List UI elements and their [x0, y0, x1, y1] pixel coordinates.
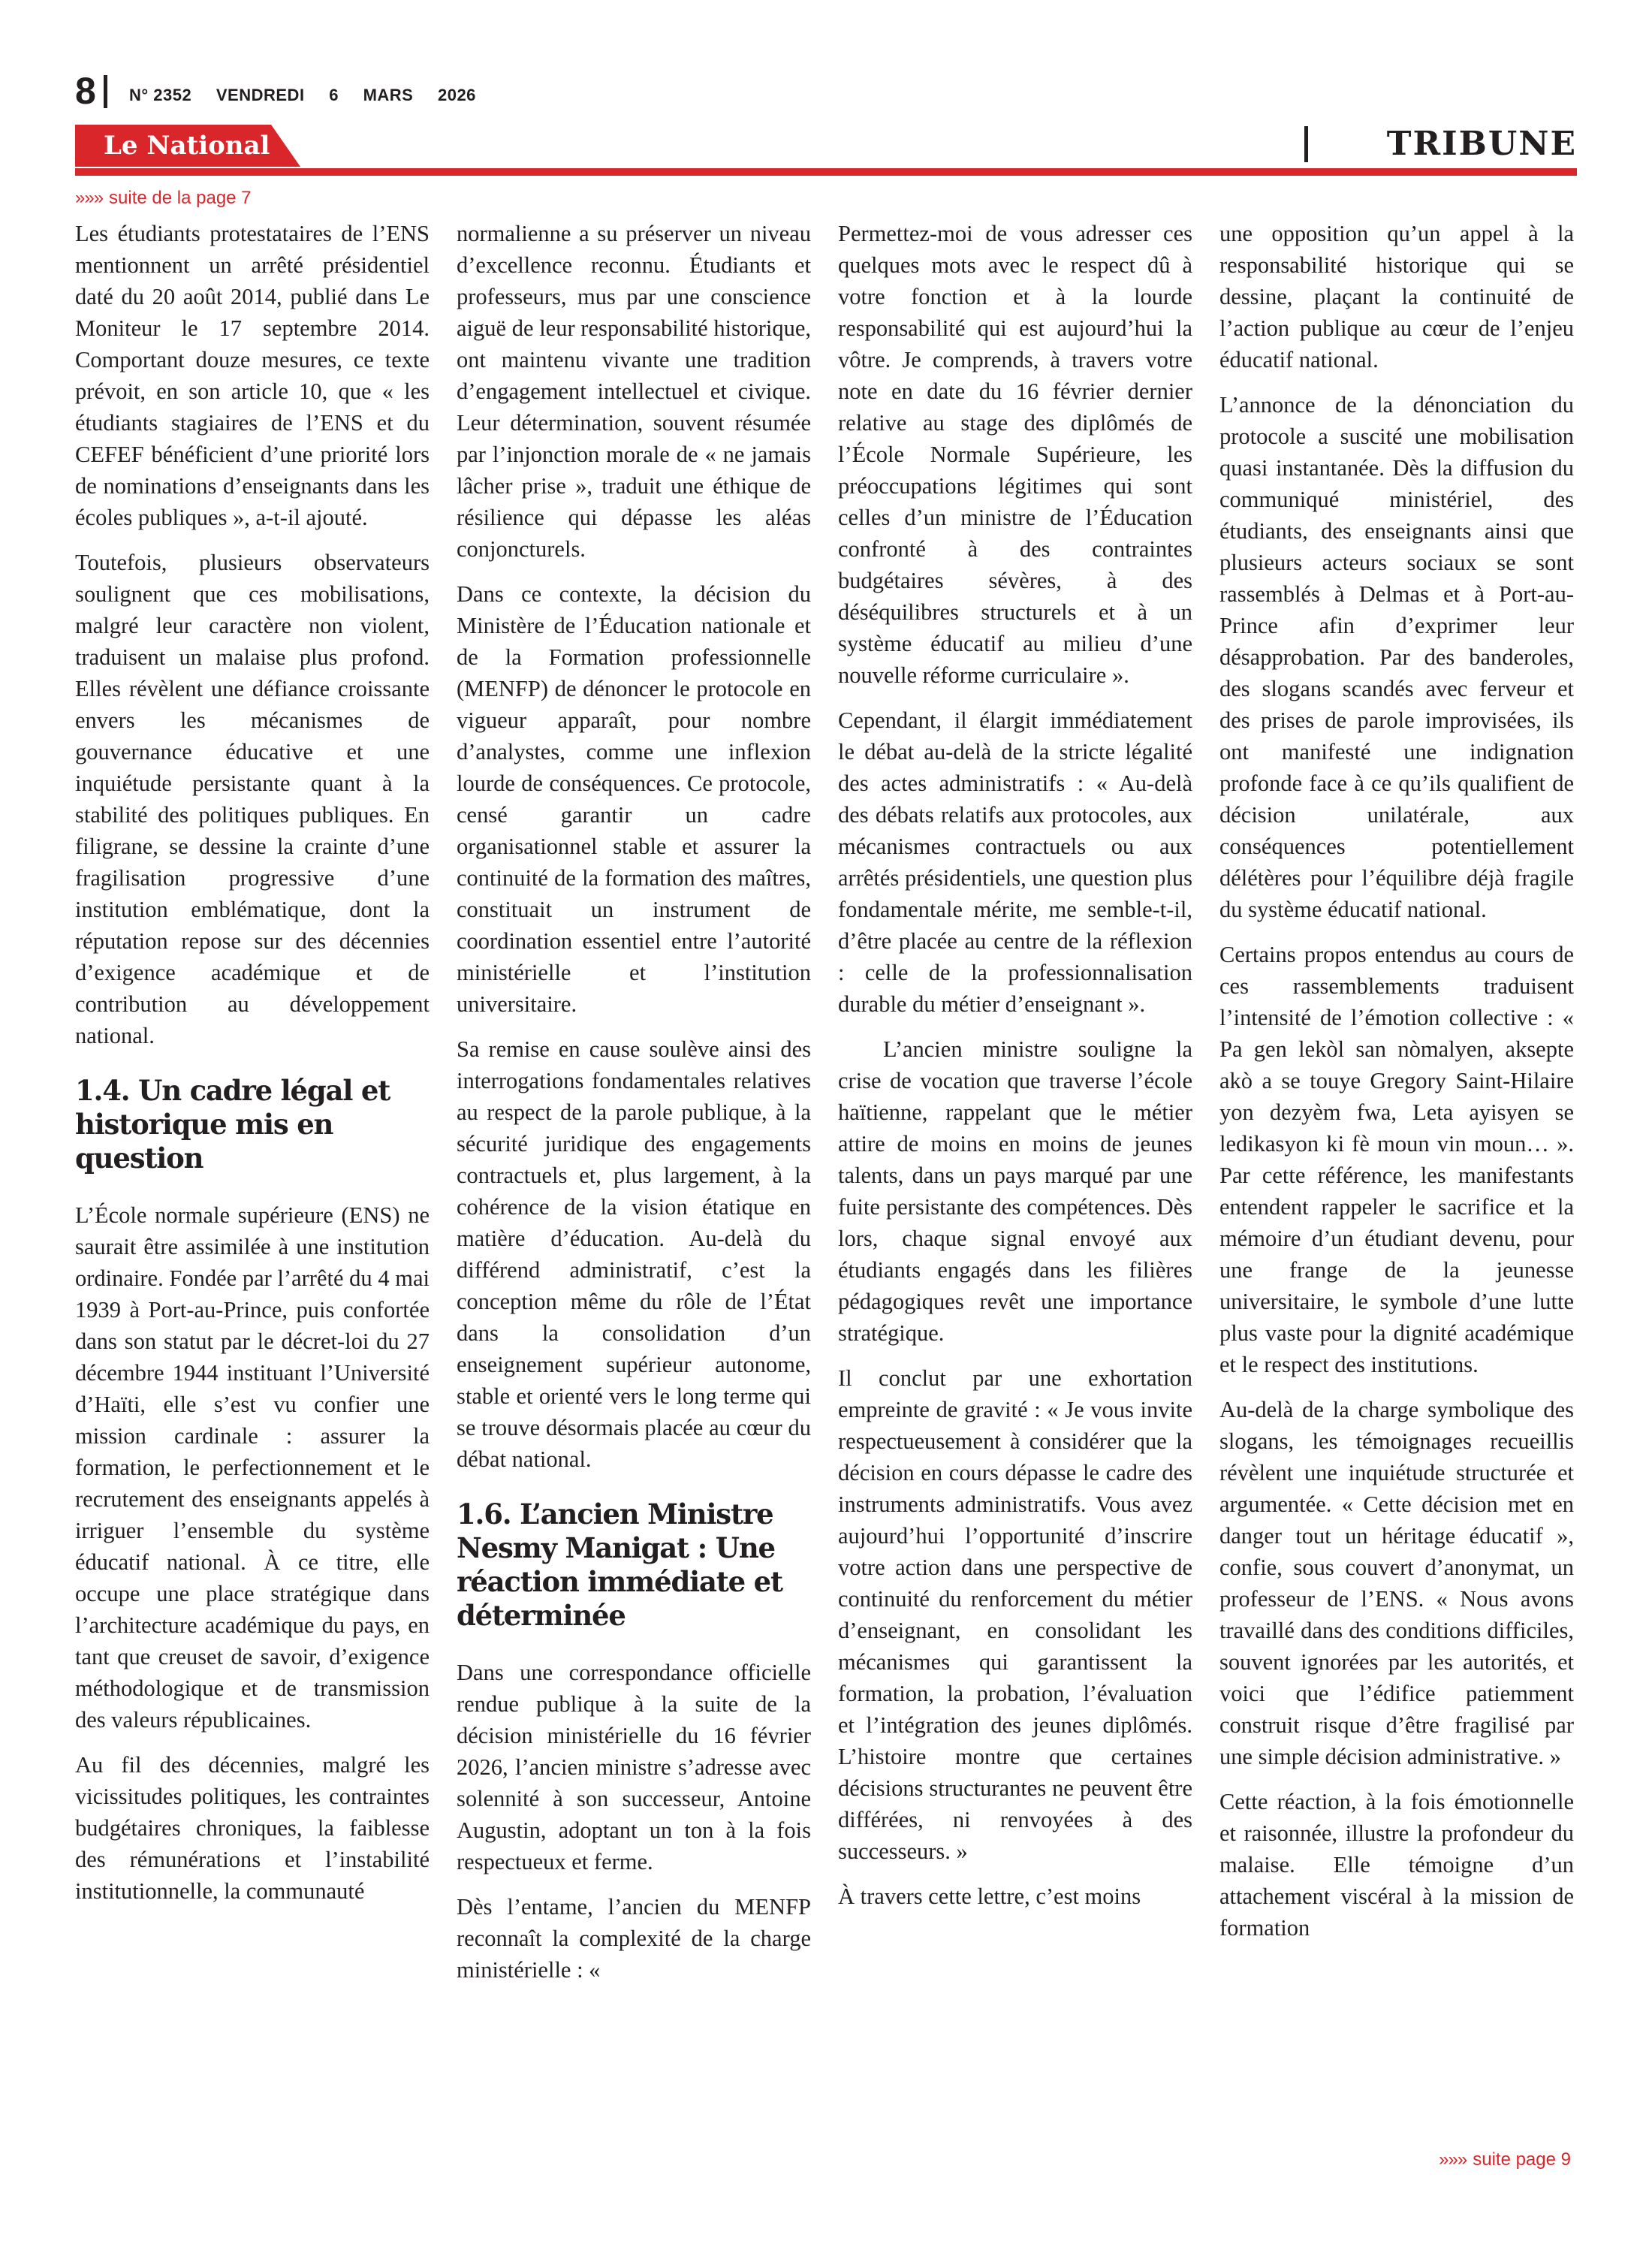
- masthead-band: [75, 125, 1577, 177]
- paragraph: Les étudiants protestataires de l’ENS mentionnent un arrêté présidentiel daté du 20 août 2014, publié dans Le Moniteur le 17 septembre 2014. Comportant douze mesures, ce texte prévoit, en son article 10, que « les étudiants stagiaires de l’ENS et du CEFEF bénéficient d’une priorité lors de nominations d’enseignants dans les écoles publiques », a-t-il ajouté.: [75, 221, 430, 530]
- paragraph: Au fil des décennies, malgré les vicissitudes politiques, les contraintes budgétaires chroniques, la faiblesse des rémunérations et l’instabilité institutionnelle, la communauté: [75, 1752, 430, 1904]
- continued-from-text: suite de la page 7: [109, 188, 252, 208]
- section-heading: 1.4. Un cadre légal et historique mis en question: [75, 1074, 390, 1175]
- paragraph: Dans une correspondance officielle rendue publique à la suite de la décision ministérielle du 16 février 2026, l’ancien ministre s’adresse avec solennité à son successeur, Antoine Augustin, adoptant un ton à la fois respectueux et ferme.: [457, 1660, 811, 1874]
- continued-arrow-icon: »»»: [1439, 2149, 1467, 2170]
- paragraph: L’annonce de la dénonciation du protocole a suscité une mobilisation quasi instantanée. Dès la diffusion du communiqué ministériel, des étudiants, des enseignants ainsi que plusieurs acteurs sociaux se sont rassemblés à Delmas et à Port-au-Prince afin d’exprimer leur désapprobation. Par des banderoles, des slogans scandés avec ferveur et des prises de parole improvisées, ils ont manifesté une indignation profonde face à ce qu’ils qualifient de décision unilatérale, aux conséquences potentiellement délétères pour l’équilibre déjà fragile du système éducatif national.: [1219, 392, 1574, 922]
- paragraph: Permettez-moi de vous adresser ces quelques mots avec le respect dû à votre fonction et à la lourde responsabilité qui est aujourd’hui la vôtre. Je comprends, à travers votre note en date du 16 février dernier relative au stage des diplômés de l’École Normale Supérieure, les préoccupations légitimes qui sont celles d’un ministre de l’Éducation confronté à des contraintes budgétaires sévères, à des déséquilibres structurels et à un système éducatif au milieu d’une nouvelle réforme curriculaire ».: [838, 221, 1192, 688]
- paragraph: Toutefois, plusieurs observateurs soulignent que ces mobilisations, malgré leur caractère non violent, traduisent un malaise plus profond. Elles révèlent une défiance croissante envers les mécanismes de gouvernance éducative et une inquiétude persistante quant à la stabilité des politiques publiques. En filigrane, se dessine la crainte d’une fragilisation progressive d’une institution emblématique, dont la réputation repose sur des décennies d’exigence académique et de contribution au développement national.: [75, 550, 430, 1048]
- paragraph: À travers cette lettre, c’est moins: [838, 1884, 1141, 1909]
- page-number: 8: [75, 70, 96, 112]
- paragraph: Sa remise en cause soulève ainsi des interrogations fondamentales relatives au respect de la parole publique, à la sécurité juridique des engagements contractuels et, plus largement, à la cohérence de la vision étatique en matière d’éducation. Au-delà du différend administratif, c’est la conception même du rôle de l’État dans la consolidation d’un enseignement supérieur autonome, stable et orienté vers le long terme qui se trouve désormais placée au cœur du débat national.: [457, 1036, 811, 1472]
- continued-to-text: suite page 9: [1473, 2149, 1571, 2170]
- continued-to-note: [1439, 2149, 1571, 2170]
- issue-month: MARS: [363, 86, 414, 104]
- paragraph: Cette réaction, à la fois émotionnelle et raisonnée, illustre la profondeur du malaise. Elle témoigne d’un attachement viscéral à la mission de formation: [1219, 1789, 1574, 1941]
- article-column-1: [75, 218, 430, 2125]
- section-divider: [1304, 126, 1308, 162]
- continued-arrow-icon: »»»: [75, 188, 104, 208]
- issue-day: VENDREDI: [216, 86, 305, 104]
- section-name: TRIBUNE: [1386, 125, 1577, 163]
- continued-from-note: [75, 188, 252, 209]
- paragraph: L’École normale supérieure (ENS) ne saurait être assimilée à une institution ordinaire. Fondée par l’arrêté du 4 mai 1939 à Port-au-Prince, puis confortée dans son statut par le décret-loi du 27 décembre 1944 instituant l’Université d’Haïti, elle s’est vu confier une mission cardinale : assurer la formation, le perfectionnement et le recrutement des enseignants appelés à irriguer l’ensemble du système éducatif national. À ce titre, elle occupe une place stratégique dans l’architecture académique du pays, en tant que creuset de savoir, d’exigence méthodologique et de transmission des valeurs républicaines.: [75, 1202, 430, 1733]
- paragraph: Au-delà de la charge symbolique des slogans, les témoignages recueillis révèlent une inquiétude structurée et argumentée. « Cette décision met en danger tout un héritage éducatif », confie, sous couvert d’anonymat, un professeur de l’ENS. « Nous avons travaillé dans des conditions difficiles, souvent ignorées par les autorités, et voici que l’édifice patiemment construit risque d’être fragilisé par une simple décision administrative. »: [1219, 1397, 1574, 1769]
- issue-line: [129, 86, 496, 105]
- paragraph: L’ancien ministre souligne la crise de vocation que traverse l’école haïtienne, rappelant que le métier attire de moins en moins de jeunes talents, dans un pays marqué par une fuite persistante des compétences. Dès lors, chaque signal envoyé aux étudiants engagés dans les filières pédagogiques revêt une importance stratégique.: [838, 1036, 1192, 1346]
- issue-number: N° 2352: [129, 86, 192, 104]
- issue-year: 2026: [437, 86, 476, 104]
- paragraph: Dès l’entame, l’ancien du MENFP reconnaît la complexité de la charge ministérielle : «: [457, 1894, 811, 1983]
- article-column-4: [1219, 218, 1574, 2125]
- paragraph: Il conclut par une exhortation empreinte de gravité : « Je vous invite respectueusement à considérer que la décision en cours dépasse le cadre des instruments administratifs. Vous avez aujourd’hui l’opportunité d’inscrire votre action dans une perspective de continuité du renforcement du métier d’enseignant, en consolidant les mécanismes qui garantissent la formation, la probation, l’évaluation et l’intégration des jeunes diplômés. L’histoire montre que certaines décisions structurantes ne peuvent être différées, ni renvoyées à des successeurs. »: [838, 1365, 1192, 1864]
- masthead-rule: [75, 168, 1577, 176]
- paragraph: une opposition qu’un appel à la responsabilité historique qui se dessine, plaçant la continuité de l’action publique au cœur de l’enjeu éducatif national.: [1219, 221, 1574, 372]
- article-column-2: [457, 218, 811, 2125]
- section-heading: 1.6. L’ancien Ministre Nesmy Manigat : Une réaction immédiate et déterminée: [457, 1497, 782, 1632]
- issue-date: 6: [329, 86, 339, 104]
- article-column-3: [838, 218, 1192, 2125]
- page-number-divider: [104, 75, 107, 108]
- paragraph: Cependant, il élargit immédiatement le débat au-delà de la stricte légalité des actes administratifs : « Au-delà des débats relatifs aux protocoles, aux mécanismes contractuels ou aux arrêtés présidentiels, une question plus fondamentale mérite, me semble-t-il, d’être placée au centre de la réflexion : celle de la professionnalisation durable du métier d’enseignant ».: [838, 707, 1192, 1017]
- brand-name: Le National: [104, 131, 270, 161]
- page-header: [75, 72, 1577, 117]
- paragraph: Certains propos entendus au cours de ces rassemblements traduisent l’intensité de l’émotion collective : « Pa gen lekòl san nòmalyen, aksepte akò a se touye Gregory Saint-Hilaire yon dezyèm fwa, Leta ayisyen se ledikasyon ki fè moun vin moun… ». Par cette référence, les manifestants entendent rappeler le sacrifice et la mémoire d’un étudiant devenu, pour une frange de la jeunesse universitaire, le symbole d’une lutte plus vaste pour la dignité académique et le respect des institutions.: [1219, 942, 1574, 1377]
- paragraph: Dans ce contexte, la décision du Ministère de l’Éducation nationale et de la Formation professionnelle (MENFP) de dénoncer le protocole en vigueur apparaît, pour nombre d’analystes, comme une inflexion lourde de conséquences. Ce protocole, censé garantir un cadre organisationnel stable et assurer la continuité de la formation des maîtres, constituait un instrument de coordination essentiel entre l’autorité ministérielle et l’institution universitaire.: [457, 581, 811, 1017]
- paragraph: normalienne a su préserver un niveau d’excellence reconnu. Étudiants et professeurs, mus par une conscience aiguë de leur responsabilité historique, ont maintenu vivante une tradition d’engagement intellectuel et civique. Leur détermination, souvent résumée par l’injonction morale de « ne jamais lâcher prise », traduit une éthique de résilience qui dépasse les aléas conjoncturels.: [457, 221, 811, 562]
